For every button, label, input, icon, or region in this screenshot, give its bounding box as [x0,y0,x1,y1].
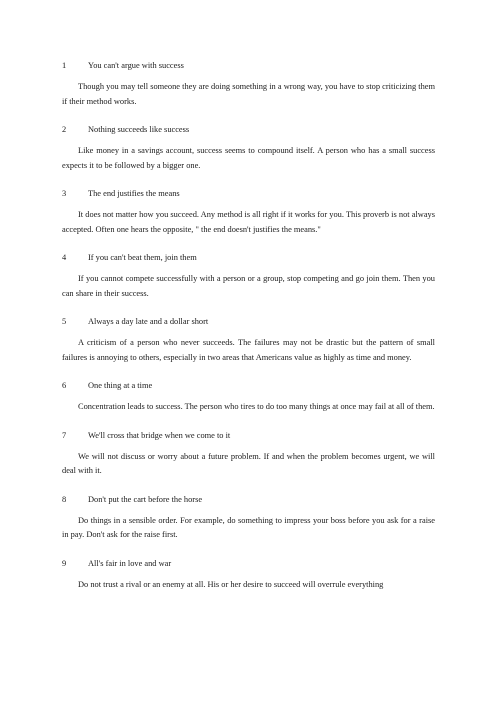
proverb-number: 7 [62,430,67,440]
proverb-explanation: If you cannot compete successfully with a person or a group, stop competing and go join them. Then you can share in their success. [62,274,435,298]
proverb-heading [62,188,435,199]
proverb-explanation: Like money in a savings account, success seems to compound itself. A person who has a small success expects it to be followed by a bigger one. [62,146,435,170]
proverb-explanation: We will not discuss or worry about a future problem. If and when the problem becomes urgent, we will deal with it. [62,451,435,475]
proverb-explanation: Do things in a sensible order. For example, do something to impress your boss before you ask for a raise in pay. Don't ask for the raise first. [62,515,435,539]
proverb-title: All's fair in love and war [88,558,172,568]
proverb-title: Always a day late and a dollar short [88,317,209,326]
proverb-entry-5 [62,316,435,365]
proverb-entry-3 [62,188,435,237]
proverb-title: Nothing succeeds like success [88,125,190,134]
proverb-title: We'll cross that bridge when we come to it [88,430,231,440]
proverb-heading [62,316,435,327]
proverb-number: 4 [62,253,67,262]
proverb-explanation: Concentration leads to success. The person who tires to do too many things at once may fail at all of them. [78,402,435,411]
proverb-explanation: It does not matter how you succeed. Any method is all right if it works for you. This proverb is not always accepted. Often one hears the opposite, " the end doesn't justifies the means." [62,210,435,234]
proverb-explanation: A criticism of a person who never succeeds. The failures may not be drastic but the pattern of small failures is annoying to others, especially in two areas that Americans value as highly as time and money. [62,338,435,362]
proverb-title: The end justifies the means [88,189,180,198]
proverb-entry-9 [62,558,435,593]
proverb-number: 5 [62,317,67,326]
proverb-heading [62,494,435,505]
proverb-heading [62,60,435,71]
proverb-title: If you can't beat them, join them [88,253,197,262]
proverb-entry-2 [62,124,435,173]
proverb-entry-7 [62,430,435,479]
proverb-number: 2 [62,125,67,134]
proverb-number: 3 [62,189,67,198]
proverb-number: 8 [62,494,67,504]
proverb-number: 6 [62,381,67,390]
proverb-entry-4 [62,252,435,301]
proverb-heading [62,252,435,263]
proverb-title: You can't argue with success [88,61,184,70]
proverb-number: 9 [62,558,67,568]
proverbs-list [62,60,435,607]
proverb-heading [62,380,435,391]
proverb-heading [62,124,435,135]
proverb-title: Don't put the cart before the horse [88,494,203,504]
proverb-entry-1 [62,60,435,109]
proverb-number: 1 [62,61,67,70]
proverb-entry-6 [62,380,435,415]
proverb-explanation: Do not trust a rival or an enemy at all. His or her desire to succeed will overrule everything [78,579,384,589]
proverb-entry-8 [62,494,435,543]
proverb-explanation: Though you may tell someone they are doing something in a wrong way, you have to stop criticizing them if their method works. [62,82,435,106]
proverb-title: One thing at a time [88,381,153,390]
proverb-heading [62,558,435,569]
proverb-heading [62,430,435,441]
